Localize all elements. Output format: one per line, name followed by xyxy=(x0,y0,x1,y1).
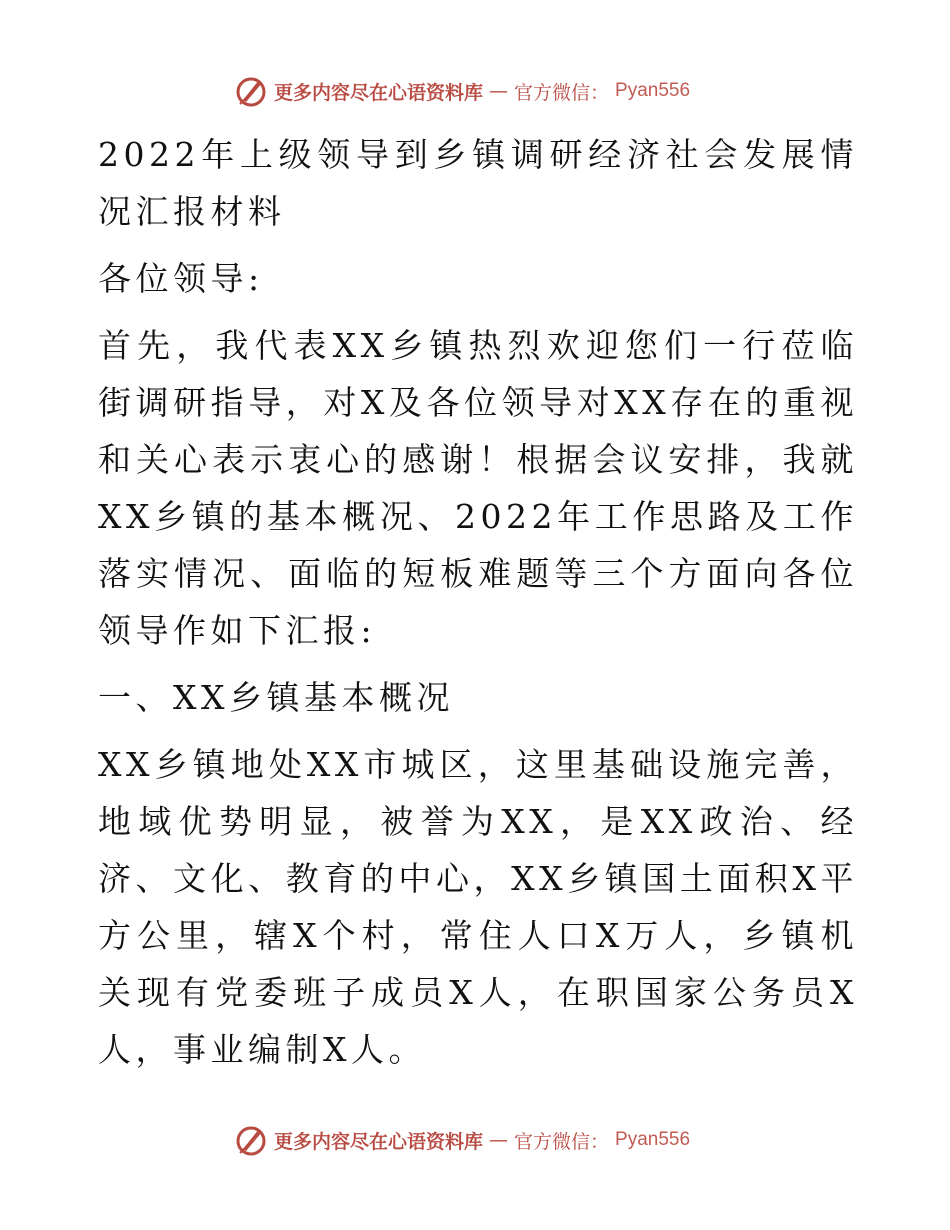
watermark-wechat-id: Pyan556 xyxy=(615,1129,691,1150)
intro-paragraph: 首先，我代表XX乡镇热烈欢迎您们一行莅临街调研指导，对X及各位领导对XX存在的重视和关心表示衷心的感谢！根据会议安排，我就XX乡镇的基本概况、2022年工作思路及工作落实情况、面临的短板难题等三个方面向各位领导作如下汇报: xyxy=(98,326,858,650)
watermark-wechat-label: 官方微信： xyxy=(514,1130,610,1153)
quill-logo-icon xyxy=(234,1123,268,1157)
salutation: 各位领导: xyxy=(98,259,264,298)
footer-watermark xyxy=(234,1122,690,1158)
section-heading: 一、XX乡镇基本概况 xyxy=(98,678,454,717)
quill-logo-icon xyxy=(234,74,268,108)
document-body xyxy=(98,126,858,1078)
watermark-wechat-id: Pyan556 xyxy=(615,80,691,101)
document-title: 2022年上级领导到乡镇调研经济社会发展情况汇报材料 xyxy=(98,135,858,231)
watermark-slogan: 更多内容尽在心语资料库 xyxy=(274,1130,484,1153)
section-paragraph: XX乡镇地处XX市城区，这里基础设施完善，地域优势明显，被誉为XX，是XX政治、经济、文化、教育的中心，XX乡镇国土面积X平方公里，辖X个村，常住人口X万人，乡镇机关现有党委班子成员X人，在职国家公务员X人，事业编制X人。 xyxy=(98,745,858,1069)
watermark-wechat-label: 官方微信： xyxy=(514,81,610,104)
watermark-dash: — xyxy=(489,80,509,102)
watermark-dash: — xyxy=(489,1129,509,1151)
watermark-slogan: 更多内容尽在心语资料库 xyxy=(274,81,484,104)
header-watermark xyxy=(234,73,690,109)
